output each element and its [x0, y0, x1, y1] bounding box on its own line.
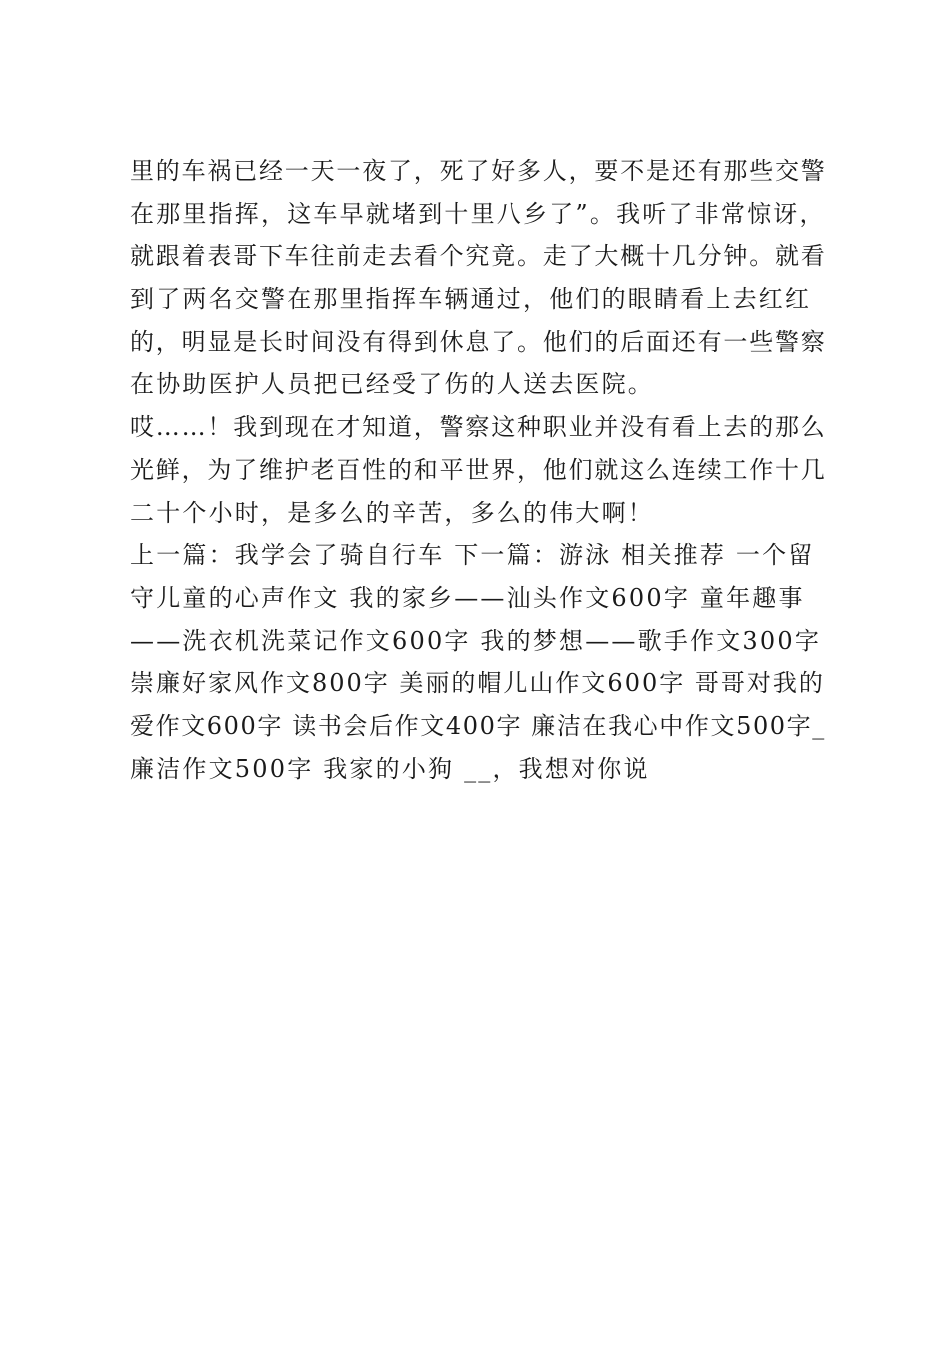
text-line-3: 就跟着表哥下车往前走去看个究竟。走了大概十几分钟。就看 [130, 242, 827, 271]
related-links-line-2: 守儿童的心声作文 我的家乡——汕头作文600字 童年趣事 [130, 583, 805, 612]
text-line-6: 在协助医护人员把已经受了伤的人送去医院。 [130, 370, 654, 399]
article-body [130, 150, 830, 790]
related-links-line-5: 爱作文600字 读书会后作文400字 廉洁在我心中作文500字_ [130, 711, 826, 740]
related-links-line-6: 廉洁作文500字 我家的小狗 __，我想对你说 [130, 754, 650, 783]
related-links-line-3: ——洗衣机洗菜记作文600字 我的梦想——歌手作文300字 [130, 626, 822, 655]
text-line-8: 光鲜，为了维护老百性的和平世界，他们就这么连续工作十几 [130, 455, 827, 484]
text-line-9: 二十个小时，是多么的辛苦，多么的伟大啊！ [130, 498, 654, 527]
text-line-1: 里的车祸已经一天一夜了，死了好多人，要不是还有那些交警 [130, 157, 827, 185]
text-line-2: 在那里指挥，这车早就堵到十里八乡了”。我听了非常惊讶， [130, 199, 826, 228]
text-line-5: 的，明显是长时间没有得到休息了。他们的后面还有一些警察 [130, 327, 827, 356]
text-line-4: 到了两名交警在那里指挥车辆通过，他们的眼睛看上去红红 [130, 285, 812, 314]
text-line-7: 哎……！我到现在才知道，警察这种职业并没有看上去的那么 [130, 413, 827, 442]
related-links-line-4: 崇廉好家风作文800字 美丽的帽儿山作文600字 哥哥对我的 [130, 669, 825, 698]
related-links-line-1: 上一篇：我学会了骑自行车 下一篇：游泳 相关推荐 一个留 [130, 541, 815, 570]
